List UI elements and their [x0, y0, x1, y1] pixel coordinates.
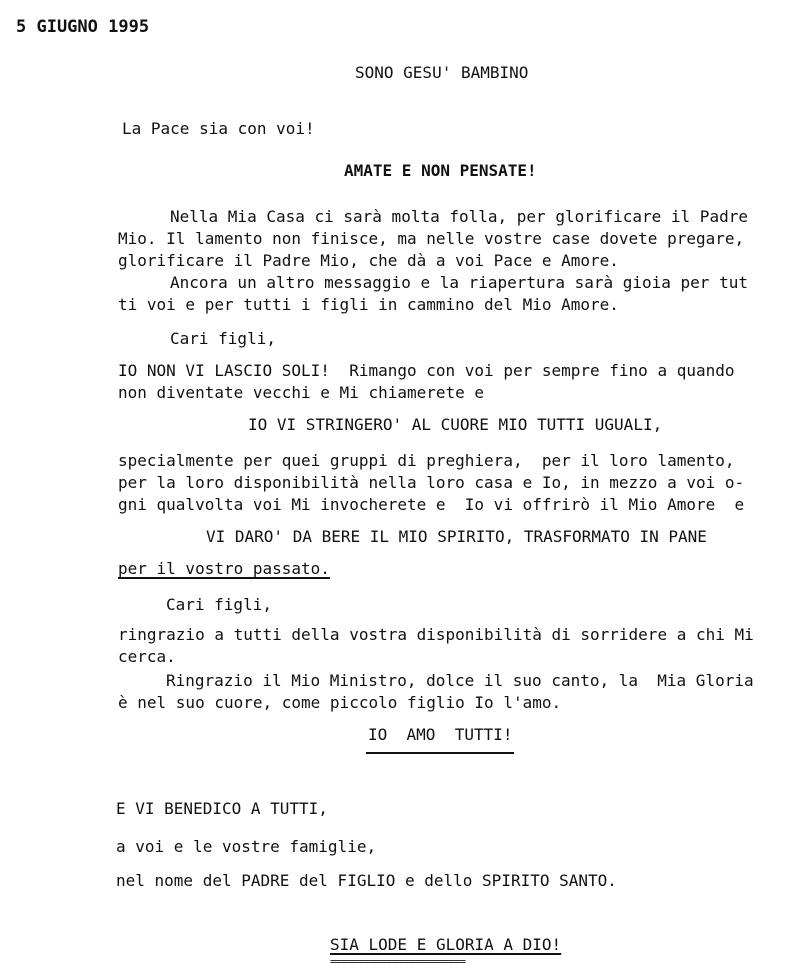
- paragraph-2-line-1: Ancora un altro messaggio e la riapertura sarà gioia per tut: [170, 273, 748, 292]
- closing-double-underline: ========================: [330, 955, 465, 968]
- salutation-1: Cari figli,: [170, 329, 276, 348]
- paragraph-1-line-2: Mio. Il lamento non finisce, ma nelle vostre case dovete pregare,: [118, 229, 745, 248]
- paragraph-3-line-2: non diventate vecchi e Mi chiamerete e: [118, 383, 485, 402]
- paragraph-4-line-3: gni qualvolta voi Mi invocherete e Io vi offrirò il Mio Amore e: [118, 495, 745, 514]
- paragraph-5-line-2: cerca.: [118, 647, 176, 666]
- paragraph-6-line-1: Ringrazio il Mio Ministro, dolce il suo canto, la Mia Gloria: [166, 671, 754, 690]
- closing-line: SIA LODE E GLORIA A DIO!: [330, 935, 562, 954]
- document-title: SONO GESU' BAMBINO: [355, 63, 529, 82]
- blessing-line-2: a voi e le vostre famiglie,: [116, 837, 377, 856]
- paragraph-2-line-2: ti voi e per tutti i figli in cammino del Mio Amore.: [118, 295, 619, 314]
- paragraph-3-line-1: IO NON VI LASCIO SOLI! Rimango con voi per sempre fino a quando: [118, 361, 735, 380]
- paragraph-5-line-1: ringrazio a tutti della vostra disponibilità di sorridere a chi Mi: [118, 625, 754, 644]
- paragraph-4-line-2: per la loro disponibilità nella loro casa e Io, in mezzo a voi o-: [118, 473, 745, 492]
- paragraph-4-line-1: specialmente per quei gruppi di preghiera, per il loro lamento,: [118, 451, 735, 470]
- underlined-passato: per il vostro passato.: [118, 559, 330, 578]
- document-date: 5 GIUGNO 1995: [16, 17, 150, 37]
- greeting: La Pace sia con voi!: [122, 119, 315, 138]
- emphasis-line-1: IO VI STRINGERO' AL CUORE MIO TUTTI UGUALI,: [248, 415, 663, 434]
- blessing-line-3: nel nome del PADRE del FIGLIO e dello SPIRITO SANTO.: [116, 871, 617, 890]
- paragraph-1-line-3: glorificare il Padre Mio, che dà a voi Pace e Amore.: [118, 251, 619, 270]
- paragraph-6-line-2: è nel suo cuore, come piccolo figlio Io l'amo.: [118, 693, 562, 712]
- salutation-2: Cari figli,: [166, 595, 272, 614]
- blessing-line-1: E VI BENEDICO A TUTTI,: [116, 799, 328, 818]
- paragraph-1-line-1: Nella Mia Casa ci sarà molta folla, per glorificare il Padre: [170, 207, 748, 226]
- heading-io-amo-tutti: IO AMO TUTTI!: [368, 725, 513, 744]
- heading-underline-rule: [366, 752, 514, 754]
- emphasis-line-2: VI DARO' DA BERE IL MIO SPIRITO, TRASFORMATO IN PANE: [206, 527, 707, 546]
- heading-amate: AMATE E NON PENSATE!: [344, 161, 537, 180]
